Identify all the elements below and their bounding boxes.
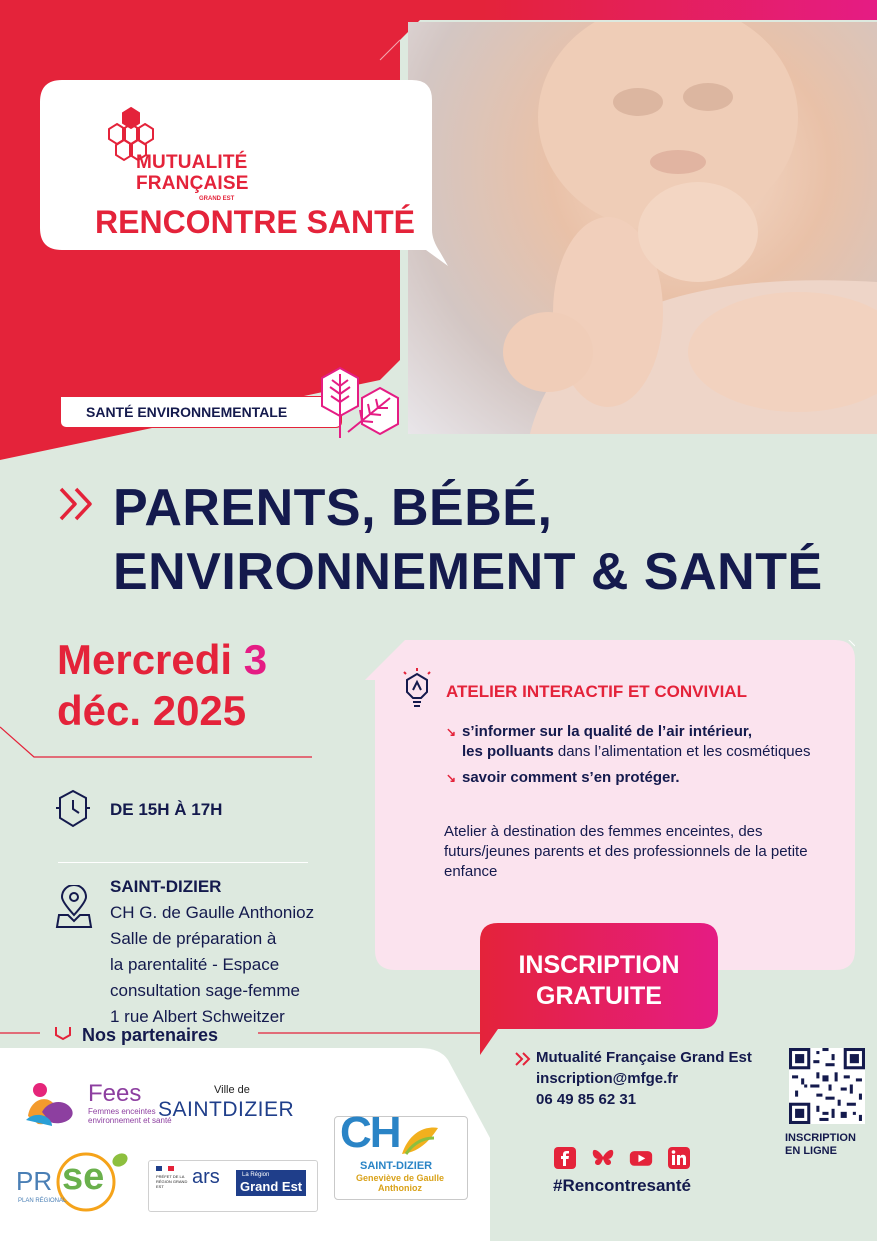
region-la-label: La Région bbox=[242, 1172, 270, 1178]
qr-code[interactable] bbox=[789, 1048, 865, 1124]
qr-label bbox=[785, 1132, 856, 1158]
theme-tag: SANTÉ ENVIRONNEMENTALE bbox=[86, 404, 288, 420]
facebook-icon[interactable] bbox=[553, 1146, 577, 1170]
contact-email[interactable]: inscription@mfge.fr bbox=[536, 1070, 679, 1087]
ch-name-1: Geneviève de Gaulle bbox=[356, 1173, 445, 1183]
ch-city: SAINT-DIZIER bbox=[360, 1160, 433, 1172]
saint-dizier-logo: SAINTDIZIER bbox=[158, 1098, 295, 1121]
ch-logo-letters: CH bbox=[340, 1108, 400, 1157]
atelier-description: Atelier à destination des femmes enceintes, des futurs/jeunes parents et des professionnels de la petite enfance bbox=[444, 823, 808, 880]
youtube-icon[interactable] bbox=[629, 1146, 653, 1170]
inscription-line-2: GRATUITE bbox=[536, 982, 662, 1010]
logo-line-2: FRANÇAISE bbox=[136, 173, 249, 194]
date-day: 3 bbox=[243, 636, 268, 683]
list-item bbox=[446, 768, 846, 788]
event-time: DE 15H À 17H bbox=[110, 800, 223, 819]
prse-logo-se: se bbox=[62, 1156, 105, 1198]
bluesky-icon[interactable] bbox=[591, 1146, 615, 1170]
inscription-label bbox=[488, 950, 710, 1012]
fees-logo-icon bbox=[22, 1076, 78, 1130]
inscription-line-1: INSCRIPTION bbox=[518, 951, 680, 979]
contact-block bbox=[536, 1047, 752, 1110]
fees-sub-1: Femmes enceintes bbox=[88, 1107, 156, 1116]
location-city: SAINT-DIZIER bbox=[110, 877, 222, 896]
chevron-right-icon bbox=[514, 1051, 532, 1067]
logo-region: GRAND EST bbox=[199, 196, 235, 202]
atelier-list bbox=[446, 722, 846, 794]
contact-phone[interactable]: 06 49 85 62 31 bbox=[536, 1091, 637, 1108]
prefet-label: PRÉFET DE LA RÉGION GRAND EST bbox=[156, 1174, 188, 1189]
leaves-icon bbox=[318, 366, 404, 442]
location-line: consultation sage-femme bbox=[110, 981, 300, 1000]
hashtag: #Rencontresanté bbox=[553, 1176, 691, 1195]
item-bold: les polluants bbox=[462, 743, 554, 760]
ch-leaf-icon bbox=[400, 1124, 440, 1158]
divider bbox=[58, 862, 308, 863]
title-line-1: PARENTS, BÉBÉ, bbox=[113, 479, 553, 537]
region-name: Grand Est bbox=[240, 1179, 303, 1194]
contact-org: Mutualité Française Grand Est bbox=[536, 1049, 752, 1066]
location-line: Salle de préparation à bbox=[110, 929, 277, 948]
baby-photo bbox=[408, 22, 877, 434]
location-pin-icon bbox=[55, 885, 93, 931]
qr-label-line-1: INSCRIPTION bbox=[785, 1132, 856, 1144]
social-icons bbox=[553, 1146, 691, 1170]
logo-wordmark bbox=[136, 152, 249, 194]
location-line: 1 rue Albert Schweitzer bbox=[110, 1007, 285, 1026]
location-line: la parentalité - Espace bbox=[110, 955, 280, 974]
logo-line-1: MUTUALITÉ bbox=[136, 152, 248, 173]
ars-logo: ars bbox=[192, 1166, 220, 1188]
location-line: CH G. de Gaulle Anthonioz bbox=[110, 903, 315, 922]
item-bold: s’informer sur la qualité de l’air intérieur, bbox=[462, 723, 753, 740]
event-type-heading: RENCONTRE SANTÉ bbox=[95, 204, 416, 240]
prse-logo-pr: PR bbox=[16, 1166, 53, 1196]
prse-subtitle: PLAN RÉGIONAL bbox=[18, 1198, 67, 1204]
list-item bbox=[446, 722, 846, 762]
ch-name bbox=[356, 1173, 444, 1193]
location-block bbox=[110, 874, 314, 1030]
title-line-2: ENVIRONNEMENT & SANTÉ bbox=[113, 543, 823, 601]
item-bold: savoir comment s’en protéger. bbox=[462, 769, 680, 786]
fees-name: Fees bbox=[88, 1080, 142, 1107]
french-flag-icon bbox=[156, 1166, 174, 1171]
main-title bbox=[113, 476, 823, 604]
clock-icon bbox=[55, 788, 91, 830]
item-text: dans l’alimentation et les cosmétiques bbox=[553, 743, 811, 760]
ville-de-label: Ville de bbox=[214, 1084, 250, 1096]
partners-divider bbox=[0, 1022, 480, 1044]
partners-label: Nos partenaires bbox=[82, 1025, 219, 1045]
date-month-year: déc. 2025 bbox=[57, 687, 247, 734]
date-underline bbox=[0, 715, 320, 765]
ch-name-2: Anthonioz bbox=[378, 1183, 423, 1193]
chevron-right-icon bbox=[58, 486, 98, 522]
date-weekday: Mercredi bbox=[57, 636, 233, 683]
fees-sub-2: environnement et santé bbox=[88, 1116, 172, 1125]
qr-label-line-2: EN LIGNE bbox=[785, 1145, 837, 1157]
lightbulb-icon bbox=[400, 668, 434, 710]
linkedin-icon[interactable] bbox=[667, 1146, 691, 1170]
atelier-title: ATELIER INTERACTIF ET CONVIVIAL bbox=[446, 682, 747, 701]
